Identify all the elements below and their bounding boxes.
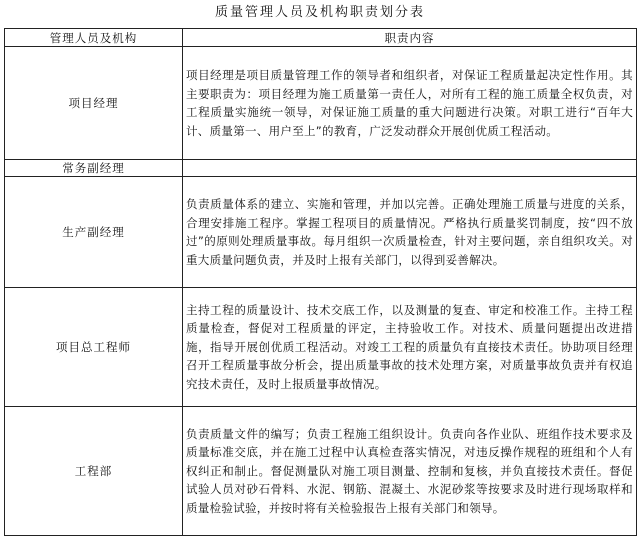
table-header-row bbox=[5, 29, 637, 47]
duty-cell: 主持工程的质量设计、技术交底工作，以及测量的复查、审定和校准工作。主持工程质量检查，督促对工程质量的评定，主持验收工作。对技术、质量问题提出改进措施，指导开展创优质工程活动。对竣工工程的质量负有直接技术责任。协助项目经理召开工程质量事故分析会，提出质量事故的技术处理方案，对质量事故负责并有权追究技术责任，及时上报质量事故情况。 bbox=[183, 288, 637, 407]
role-cell: 项目总工程师 bbox=[5, 288, 183, 407]
table-row bbox=[5, 407, 637, 536]
duty-cell: 项目经理是项目质量管理工作的领导者和组织者，对保证工程质量起决定性作用。其主要职责为：项目经理为施工质量第一责任人，对所有工程的施工质量全权负责，对工程质量实施统一领导，对保证施工质量的重大问题进行决策。对职工进行“百年大计、质量第一、用户至上”的教育，广泛发动群众开展创优质工程活动。 bbox=[183, 47, 637, 160]
header-role: 管理人员及机构 bbox=[5, 29, 183, 47]
page-title: 质量管理人员及机构职责划分表 bbox=[214, 5, 425, 20]
table-row bbox=[5, 160, 637, 177]
duty-cell bbox=[183, 160, 637, 177]
role-cell: 项目经理 bbox=[5, 47, 183, 160]
duty-cell: 负责质量体系的建立、实施和管理，并加以完善。正确处理施工质量与进度的关系，合理安排施工程序。掌握工程项目的质量情况。严格执行质量奖罚制度，按“四不放过”的原则处理质量事故。每月组织一次质量检查，针对主要问题，亲自组织攻关。对重大质量问题负责，并及时上报有关部门，以得到妥善解决。 bbox=[183, 177, 637, 288]
table-row bbox=[5, 288, 637, 407]
header-duty: 职责内容 bbox=[183, 29, 637, 47]
role-cell: 工程部 bbox=[5, 407, 183, 536]
responsibility-table bbox=[4, 28, 637, 536]
role-cell: 常务副经理 bbox=[5, 160, 183, 177]
role-cell: 生产副经理 bbox=[5, 177, 183, 288]
duty-cell: 负责质量文件的编写；负责工程施工组织设计。负责向各作业队、班组作技术要求及质量标准交底，并在施工过程中认真检查落实情况，对违反操作规程的班组和个人有权纠正和制止。督促测量队对施工项目测量、控制和复核，并负直接技术责任。督促试验人员对砂石骨料、水泥、钢筋、混凝土、水泥砂浆等按要求及时进行现场取样和质量检验试验，并按时将有关检验报告上报有关部门和领导。 bbox=[183, 407, 637, 536]
table-row bbox=[5, 47, 637, 160]
table-row bbox=[5, 177, 637, 288]
